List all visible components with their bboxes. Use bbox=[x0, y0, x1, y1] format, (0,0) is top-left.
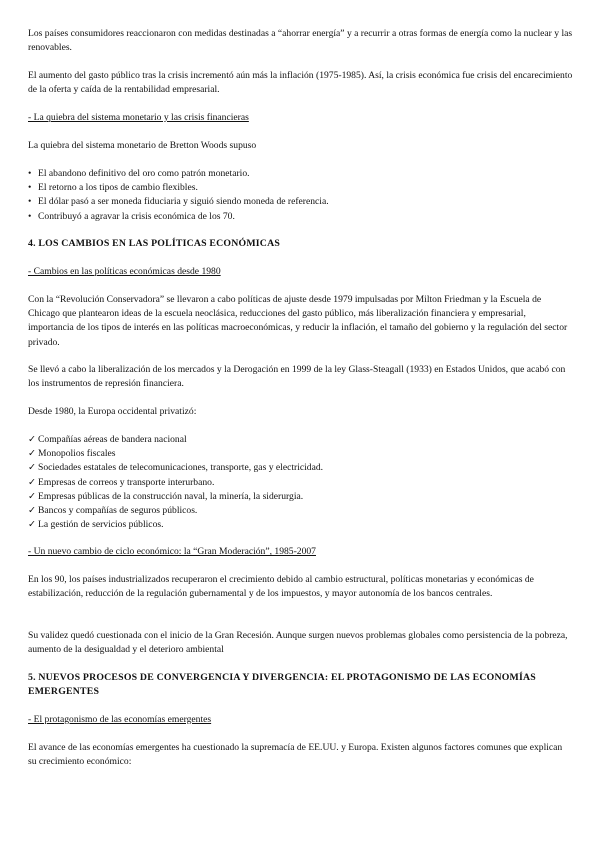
paragraph-emerging-advance: El avance de las economías emergentes ha cuestionado la supremacía de EE.UU. y Europa. Existen algunos factores comunes que explican su crecimiento económico: bbox=[28, 742, 563, 768]
list-item: ✓ Empresas públicas de la construcción naval, la minería, la siderurgia. bbox=[28, 490, 573, 504]
paragraph-privatization-intro: Desde 1980, la Europa occidental privatizó: bbox=[28, 406, 197, 417]
subheading-monetary-crisis: - La quiebra del sistema monetario y las crisis financieras bbox=[28, 112, 249, 123]
list-item: ✓ Bancos y compañías de seguros públicos. bbox=[28, 504, 573, 518]
subheading-great-moderation: - Un nuevo cambio de ciclo económico: la “Gran Moderación”, 1985-2007 bbox=[28, 546, 316, 557]
check-icon: ✓ bbox=[28, 490, 37, 502]
paragraph-great-recession: Su validez quedó cuestionada con el inicio de la Gran Recesión. Aunque surgen nuevos problemas globales como persistencia de la pobreza, aumento de la desigualdad y el deterioro ambiental bbox=[28, 630, 568, 656]
list-item: • El retorno a los tipos de cambio flexibles. bbox=[28, 181, 573, 195]
paragraph-public-spending: El aumento del gasto público tras la crisis incrementó aún más la inflación (1975-1985). Así, la crisis económica fue crisis del encarecimiento de la oferta y caída de la rentabilidad empresarial. bbox=[28, 70, 573, 96]
list-item: ✓ Empresas de correos y transporte interurbano. bbox=[28, 476, 573, 490]
bullet-list-bretton-woods bbox=[28, 167, 573, 224]
paragraph-conservative-revolution: Con la “Revolución Conservadora” se llevaron a cabo políticas de ajuste desde 1979 impulsadas por Milton Friedman y la Escuela de Chicago que plantearon ideas de la escuela neoclásica, reducciones del gasto público, más liberalización financiera y empresarial, importancia de los tipos de interés en las políticas macroeconómicas, y reducir la inflación, el tamaño del gobierno y la regulación del sector privado. bbox=[28, 294, 568, 348]
check-icon: ✓ bbox=[28, 448, 37, 460]
list-item: ✓ Monopolios fiscales bbox=[28, 447, 573, 461]
subheading-policy-changes: - Cambios en las políticas económicas desde 1980 bbox=[28, 266, 221, 277]
bullet-icon: • bbox=[28, 210, 32, 222]
section-heading-4: 4. LOS CAMBIOS EN LAS POLÍTICAS ECONÓMICAS bbox=[28, 238, 281, 249]
list-item: • El abandono definitivo del oro como patrón monetario. bbox=[28, 167, 573, 181]
list-item: ✓ Sociedades estatales de telecomunicaciones, transporte, gas y electricidad. bbox=[28, 461, 573, 475]
list-item: ✓ La gestión de servicios públicos. bbox=[28, 518, 573, 532]
check-icon: ✓ bbox=[28, 476, 37, 488]
subheading-emerging-economies: - El protagonismo de las economías emergentes bbox=[28, 714, 212, 725]
paragraph-liberalization: Se llevó a cabo la liberalización de los mercados y la Derogación en 1999 de la ley Glass-Steagall (1933) en Estados Unidos, que acabó con los instrumentos de represión financiera. bbox=[28, 364, 566, 390]
list-item: • El dólar pasó a ser moneda fiduciaria y siguió siendo moneda de referencia. bbox=[28, 195, 573, 209]
paragraph-consumers: Los países consumidores reaccionaron con medidas destinadas a “ahorrar energía” y a recurrir a otras formas de energía como la nuclear y las renovables. bbox=[28, 28, 573, 54]
list-item: ✓ Compañías aéreas de bandera nacional bbox=[28, 433, 573, 447]
check-icon: ✓ bbox=[28, 434, 37, 445]
check-icon: ✓ bbox=[28, 519, 37, 531]
checklist-privatized bbox=[28, 433, 573, 532]
bullet-icon: • bbox=[28, 182, 32, 194]
check-icon: ✓ bbox=[28, 505, 37, 517]
list-item: • Contribuyó a agravar la crisis económica de los 70. bbox=[28, 210, 573, 224]
paragraph-nineties-growth: En los 90, los países industrializados recuperaron el crecimiento debido al cambio estructural, políticas monetarias y económicas de estabilización, reducción de la regulación gubernamental y de los impuestos, y mayor autonomía de los bancos centrales. bbox=[28, 574, 534, 600]
check-icon: ✓ bbox=[28, 462, 37, 474]
section-heading-5: 5. NUEVOS PROCESOS DE CONVERGENCIA Y DIVERGENCIA: EL PROTAGONISMO DE LAS ECONOMÍAS EMERGENTES bbox=[28, 672, 536, 698]
bullet-icon: • bbox=[28, 196, 32, 208]
bullet-icon: • bbox=[28, 168, 32, 179]
paragraph-bretton-woods: La quiebra del sistema monetario de Bretton Woods supuso bbox=[28, 140, 257, 151]
